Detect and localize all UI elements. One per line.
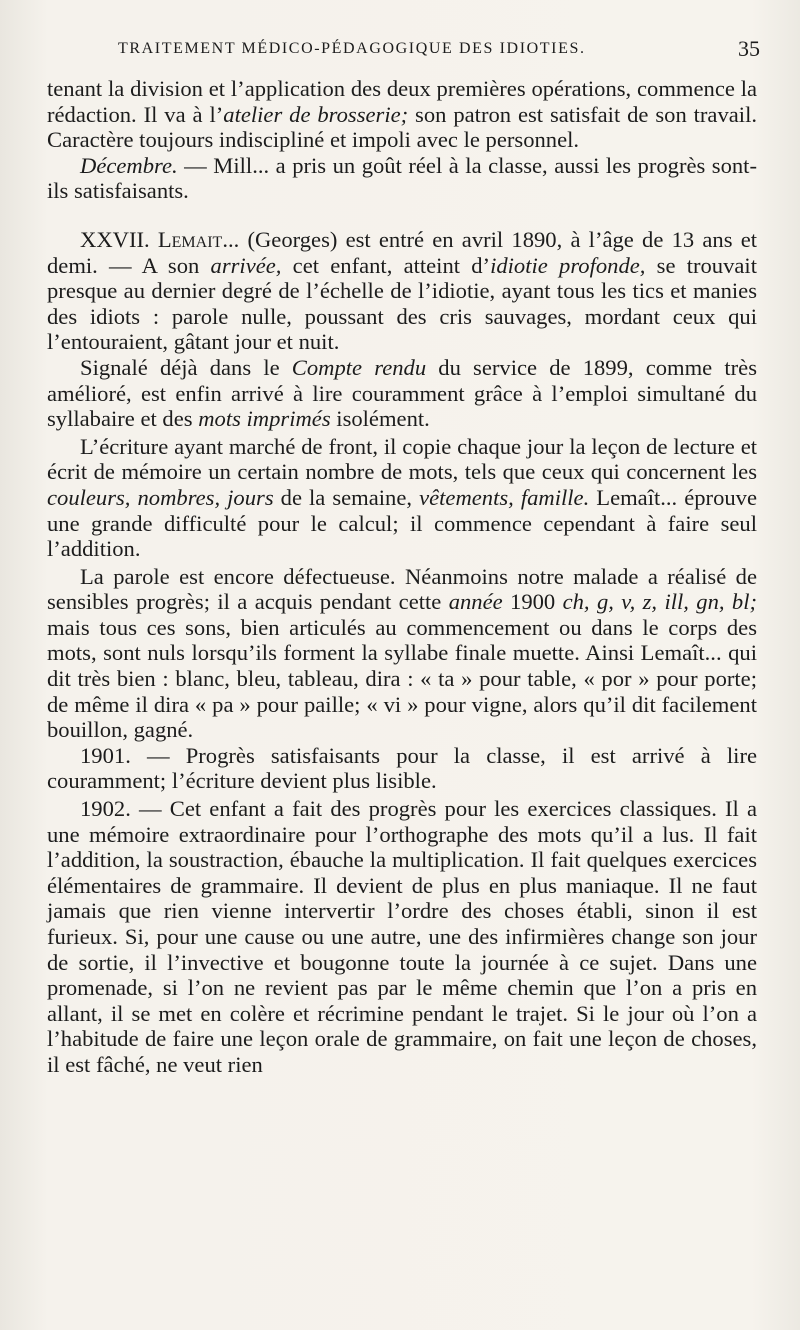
paragraph <box>47 355 757 432</box>
italic-text-segment: Compte rendu <box>291 354 427 380</box>
text-segment: (Georges) est entré en avril 1890, à l’âge de 13 ans et demi. — A son <box>47 226 758 278</box>
text-segment: isolément. <box>330 406 430 432</box>
italic-text-segment: vêtements, famille. <box>419 484 590 510</box>
text-segment: La parole est encore défectueuse. Néanmoins notre malade a réalisé de sensibles progrès; il a acquis pendant cette <box>47 563 757 615</box>
text-segment: 1902. — Cet enfant a fait des progrès pour les exercices classiques. Il a une mémoire extraordinaire pour l’orthographe des mots qu’il a lus. Il fait l’addition, la soustraction, ébauche la multiplication. Il fait quelques exercices élémentaires de grammaire. Il devient de plus en plus maniaque. Il ne faut jamais que rien vienne intervertir l’ordre des choses établi, sinon il est furieux. Si, pour une cause ou une autre, une des infirmières change son jour de sortie, il l’invective et bougonne toute la journée à ce sujet. Dans une promenade, si l’on ne revient pas par le même chemin que l’on a pris en allant, il se met en colère et récrimine pendant le trajet. Si le jour où l’on a l’habitude de faire une leçon orale de grammaire, on fait une leçon de choses, il est fâché, ne veut rien <box>47 796 757 1077</box>
text-segment: — Mill... a pris un goût réel à la classe, aussi les progrès sont-ils satisfaisants. <box>47 152 757 204</box>
italic-text-segment: arrivée, <box>210 252 282 278</box>
paragraph <box>47 564 757 743</box>
italic-text-segment: année <box>448 589 503 615</box>
text-segment: de la semaine, <box>273 484 420 510</box>
text-segment: mais tous ces sons, bien articulés au commencement ou dans le corps des mots, sont nuls lorsqu’ils forment la syllabe finale muette. Ainsi Lemaît... qui dit très bien : blanc, bleu, tableau, dira : « ta » pour table, « por » pour porte; de même il dira « pa » pour paille; « vi » pour vigne, alors qu’il dit facilement bouillon, gagné. <box>47 614 757 743</box>
italic-text-segment: atelier de brosserie; <box>223 101 409 127</box>
paragraph <box>47 76 757 153</box>
text-segment: 1900 <box>502 589 563 615</box>
italic-text-segment: mots imprimés <box>198 406 331 432</box>
paragraph <box>47 796 757 1078</box>
running-head-title: TRAITEMENT MÉDICO-PÉDAGOGIQUE DES IDIOTIES. <box>118 40 586 57</box>
text-segment: cet enfant, atteint d’ <box>281 252 491 278</box>
italic-text-segment: ch, g, v, z, ill, gn, bl; <box>562 589 758 615</box>
paragraph <box>47 743 757 794</box>
body-text <box>47 76 757 1078</box>
text-segment: XXVII. <box>80 226 158 252</box>
italic-text-segment: Décembre. <box>80 152 178 178</box>
running-head <box>46 36 760 68</box>
paragraph <box>47 434 757 562</box>
paragraph <box>47 227 757 355</box>
text-segment: tenant la division et l’application des deux premières opérations, commence la rédaction. Il va à l’ <box>47 76 757 127</box>
page-number: 35 <box>738 36 760 61</box>
name-smallcaps-segment: Lemait... <box>157 226 240 252</box>
text-segment: son patron est satisfait de son travail. Caractère toujours indiscipliné et impoli avec le personnel. <box>47 101 757 153</box>
text-segment: Signalé déjà dans le <box>80 354 292 380</box>
text-segment: 1901. — Progrès satisfaisants pour la classe, il est arrivé à lire couramment; l’écriture devient plus lisible. <box>47 742 757 794</box>
text-segment: du service de 1899, comme très amélioré, est enfin arrivé à lire couramment grâce à l’emploi simultané du syllabaire et des <box>47 354 757 432</box>
paragraph <box>47 153 757 204</box>
text-segment: se trouvait presque au dernier degré de l’échelle de l’idiotie, ayant tous les tics et manies des idiots : parole nulle, poussant des cris sauvages, mordant ceux qui l’entouraient, gâtant jour et nuit. <box>47 252 757 355</box>
text-segment: L’écriture ayant marché de front, il copie chaque jour la leçon de lecture et écrit de mémoire un certain nombre de mots, tels que ceux qui concernent les <box>47 433 757 485</box>
text-segment: Lemaît... éprouve une grande difficulté pour le calcul; il commence cependant à faire seul l’addition. <box>47 484 758 562</box>
italic-text-segment: idiotie profonde, <box>490 252 646 278</box>
italic-text-segment: couleurs, nombres, jours <box>47 484 274 510</box>
